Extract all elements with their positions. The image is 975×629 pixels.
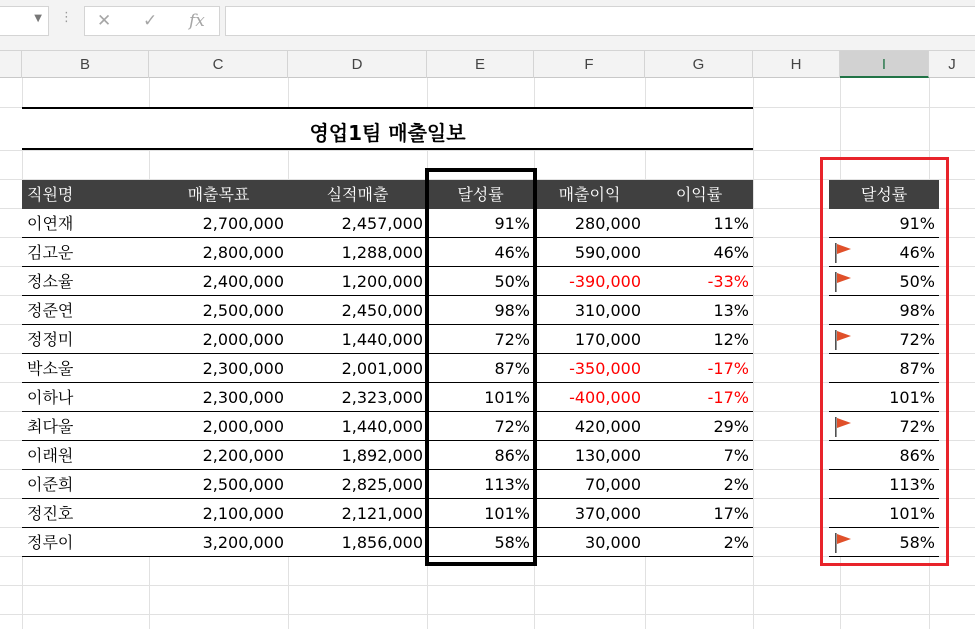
cell-target[interactable]: 2,500,000 — [149, 296, 288, 325]
cell-rate[interactable]: 72% — [427, 325, 534, 354]
header-actual[interactable]: 실적매출 — [288, 180, 427, 209]
name-box[interactable] — [0, 6, 49, 36]
cell-name[interactable]: 이하나 — [22, 383, 149, 412]
cell-actual[interactable]: 2,323,000 — [288, 383, 427, 412]
header-rate[interactable]: 달성률 — [427, 180, 534, 209]
column-header-e[interactable]: E — [427, 51, 534, 78]
cell-profit[interactable]: -390,000 — [534, 267, 645, 296]
page-title: 영업1팀 매출일보 — [309, 121, 466, 145]
side-rate-value: 101% — [889, 388, 935, 407]
cell-rate[interactable]: 86% — [427, 441, 534, 470]
cell-profit[interactable]: 30,000 — [534, 528, 645, 557]
cell-actual[interactable]: 1,856,000 — [288, 528, 427, 557]
cell-profit[interactable]: 280,000 — [534, 209, 645, 238]
cell-profit[interactable]: 170,000 — [534, 325, 645, 354]
drag-handle-icon[interactable]: ⋮ — [60, 10, 73, 25]
cell-name[interactable]: 이준희 — [22, 470, 149, 499]
cell-target[interactable]: 2,500,000 — [149, 470, 288, 499]
cell-profit[interactable]: 130,000 — [534, 441, 645, 470]
cell-name[interactable]: 박소울 — [22, 354, 149, 383]
cell-rate[interactable]: 101% — [427, 383, 534, 412]
side-rate-value: 58% — [899, 533, 935, 552]
cell-margin[interactable]: -33% — [645, 267, 753, 296]
cell-profit[interactable]: -350,000 — [534, 354, 645, 383]
column-header-d[interactable]: D — [288, 51, 427, 78]
cell-margin[interactable]: 2% — [645, 470, 753, 499]
flagged-rate-highlight-box — [820, 157, 949, 566]
cell-margin[interactable]: 17% — [645, 499, 753, 528]
side-rate-value: 98% — [899, 301, 935, 320]
column-header-h[interactable]: H — [753, 51, 840, 78]
cell-target[interactable]: 2,300,000 — [149, 354, 288, 383]
enter-icon[interactable]: ✓ — [143, 11, 158, 31]
cell-name[interactable]: 이래원 — [22, 441, 149, 470]
cell-name[interactable]: 정루이 — [22, 528, 149, 557]
cell-target[interactable]: 2,700,000 — [149, 209, 288, 238]
title-band[interactable] — [22, 107, 753, 150]
column-header-a[interactable] — [0, 51, 22, 78]
header-target[interactable]: 매출목표 — [149, 180, 288, 209]
cell-target[interactable]: 2,100,000 — [149, 499, 288, 528]
side-rate-value: 87% — [899, 359, 935, 378]
formula-input[interactable] — [225, 6, 975, 36]
cell-margin[interactable]: -17% — [645, 383, 753, 412]
cell-rate[interactable]: 72% — [427, 412, 534, 441]
cell-name[interactable]: 이연재 — [22, 209, 149, 238]
cell-rate[interactable]: 91% — [427, 209, 534, 238]
side-rate-value: 50% — [899, 272, 935, 291]
column-header-b[interactable]: B — [22, 51, 149, 78]
cell-profit[interactable]: 310,000 — [534, 296, 645, 325]
chevron-down-icon[interactable]: ▼ — [34, 13, 42, 24]
column-header-c[interactable]: C — [149, 51, 288, 78]
cell-profit[interactable]: 590,000 — [534, 238, 645, 267]
cell-name[interactable]: 정진호 — [22, 499, 149, 528]
header-margin[interactable]: 이익률 — [645, 180, 753, 209]
side-rate-value: 72% — [899, 417, 935, 436]
formula-bar — [0, 0, 975, 50]
cell-rate[interactable]: 87% — [427, 354, 534, 383]
cell-rate[interactable]: 101% — [427, 499, 534, 528]
cell-target[interactable]: 2,000,000 — [149, 412, 288, 441]
side-rate-value: 113% — [889, 475, 935, 494]
side-rate-value: 101% — [889, 504, 935, 523]
cell-target[interactable]: 2,000,000 — [149, 325, 288, 354]
cell-actual[interactable]: 2,121,000 — [288, 499, 427, 528]
cell-actual[interactable]: 1,440,000 — [288, 325, 427, 354]
formula-buttons — [84, 6, 220, 36]
cell-target[interactable]: 2,800,000 — [149, 238, 288, 267]
cell-target[interactable]: 2,400,000 — [149, 267, 288, 296]
cell-margin[interactable]: -17% — [645, 354, 753, 383]
header-name[interactable]: 직원명 — [22, 180, 149, 209]
cell-target[interactable]: 3,200,000 — [149, 528, 288, 557]
cell-name[interactable]: 정소율 — [22, 267, 149, 296]
cell-profit[interactable]: 370,000 — [534, 499, 645, 528]
cell-actual[interactable]: 1,892,000 — [288, 441, 427, 470]
cell-profit[interactable]: 70,000 — [534, 470, 645, 499]
cell-name[interactable]: 김고운 — [22, 238, 149, 267]
cell-actual[interactable]: 1,288,000 — [288, 238, 427, 267]
header-profit[interactable]: 매출이익 — [534, 180, 645, 209]
cell-margin[interactable]: 13% — [645, 296, 753, 325]
cell-profit[interactable]: -400,000 — [534, 383, 645, 412]
column-headers — [0, 50, 975, 78]
cell-rate[interactable]: 46% — [427, 238, 534, 267]
cell-rate[interactable]: 50% — [427, 267, 534, 296]
column-header-j[interactable]: J — [948, 56, 956, 73]
side-rate-value: 86% — [899, 446, 935, 465]
cell-name[interactable]: 정준연 — [22, 296, 149, 325]
cell-target[interactable]: 2,200,000 — [149, 441, 288, 470]
cancel-icon[interactable]: ✕ — [97, 11, 112, 31]
side-rate-value: 91% — [899, 214, 935, 233]
side-rate-value: 46% — [899, 243, 935, 262]
insert-function-icon[interactable]: fx — [189, 11, 205, 31]
cell-rate[interactable]: 58% — [427, 528, 534, 557]
side-header-rate[interactable]: 달성률 — [829, 180, 939, 209]
cell-actual[interactable]: 2,001,000 — [288, 354, 427, 383]
cell-name[interactable]: 정정미 — [22, 325, 149, 354]
cell-margin[interactable]: 11% — [645, 209, 753, 238]
cell-actual[interactable]: 1,200,000 — [288, 267, 427, 296]
cell-actual[interactable]: 1,440,000 — [288, 412, 427, 441]
cell-margin[interactable]: 7% — [645, 441, 753, 470]
column-header-g[interactable]: G — [645, 51, 753, 78]
cell-rate[interactable]: 98% — [427, 296, 534, 325]
cell-rate[interactable]: 113% — [427, 470, 534, 499]
cell-target[interactable]: 2,300,000 — [149, 383, 288, 412]
cell-actual[interactable]: 2,457,000 — [288, 209, 427, 238]
cell-profit[interactable]: 420,000 — [534, 412, 645, 441]
cell-margin[interactable]: 46% — [645, 238, 753, 267]
cell-margin[interactable]: 12% — [645, 325, 753, 354]
side-rate-value: 72% — [899, 330, 935, 349]
cell-margin[interactable]: 2% — [645, 528, 753, 557]
cell-name[interactable]: 최다울 — [22, 412, 149, 441]
cell-actual[interactable]: 2,825,000 — [288, 470, 427, 499]
rate-column-highlight-box — [425, 168, 537, 566]
cell-actual[interactable]: 2,450,000 — [288, 296, 427, 325]
column-header-i[interactable]: I — [840, 51, 929, 78]
cell-margin[interactable]: 29% — [645, 412, 753, 441]
column-header-f[interactable]: F — [534, 51, 645, 78]
